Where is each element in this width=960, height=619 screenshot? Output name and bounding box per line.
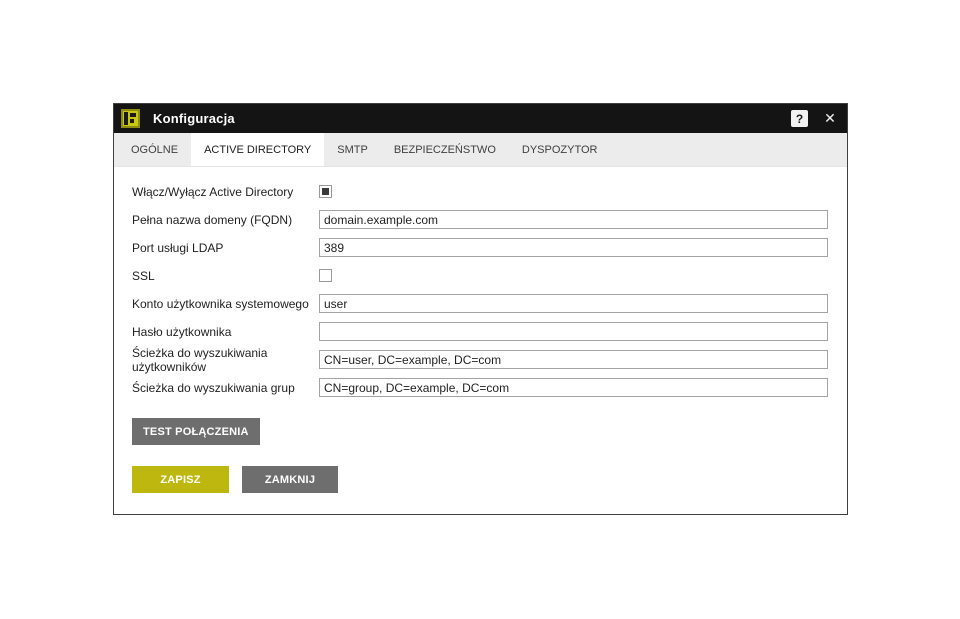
form-row-password xyxy=(132,322,828,341)
ssl-checkbox[interactable] xyxy=(319,269,332,282)
field-label: SSL xyxy=(132,268,155,283)
titlebar xyxy=(114,104,847,133)
field-label: Włącz/Wyłącz Active Directory xyxy=(132,184,294,199)
field-label: Ścieżka do wyszukiwania użytkowników xyxy=(132,345,268,374)
tab-smtp[interactable]: SMTP xyxy=(337,143,368,156)
close-button[interactable]: ZAMKNIJ xyxy=(242,466,338,493)
tab-active-directory[interactable]: ACTIVE DIRECTORY xyxy=(191,133,324,166)
save-button[interactable]: ZAPISZ xyxy=(132,466,229,493)
form-row-group-search-path xyxy=(132,378,828,397)
field-label: Hasło użytkownika xyxy=(132,324,232,339)
group-search-path-input[interactable] xyxy=(319,378,828,397)
form-row-enable-ad xyxy=(132,182,828,201)
help-button[interactable]: ? xyxy=(791,110,808,127)
field-label: Konto użytkownika systemowego xyxy=(132,296,309,311)
form-row-system-account xyxy=(132,294,828,313)
window-title: Konfiguracja xyxy=(153,111,235,126)
enable-ad-checkbox[interactable] xyxy=(319,185,332,198)
form-row-ssl xyxy=(132,266,828,285)
app-icon-shape xyxy=(124,112,128,125)
ldap-port-input[interactable] xyxy=(319,238,828,257)
close-window-icon[interactable]: ✕ xyxy=(824,110,836,126)
bottom-buttons xyxy=(132,466,828,493)
field-label: Pełna nazwa domeny (FQDN) xyxy=(132,212,293,227)
system-account-input[interactable] xyxy=(319,294,828,313)
field-label: Ścieżka do wyszukiwania grup xyxy=(132,380,295,395)
app-icon-shape xyxy=(130,119,134,123)
app-icon xyxy=(121,109,140,128)
form-row-ldap-port xyxy=(132,238,828,257)
tab-ogolne[interactable]: OGÓLNE xyxy=(131,143,179,156)
app-icon-shape xyxy=(130,113,136,117)
password-input[interactable] xyxy=(319,322,828,341)
tabstrip xyxy=(114,133,847,167)
tab-dyspozytor[interactable]: DYSPOZYTOR xyxy=(521,143,598,156)
form-content xyxy=(114,167,847,493)
user-search-path-input[interactable] xyxy=(319,350,828,369)
test-connection-button[interactable]: TEST POŁĄCZENIA xyxy=(132,418,260,445)
form-row-fqdn xyxy=(132,210,828,229)
field-label: Port usługi LDAP xyxy=(132,240,224,255)
tab-bezpieczenstwo[interactable]: BEZPIECZEŃSTWO xyxy=(393,143,496,156)
configuration-dialog xyxy=(113,103,848,515)
fqdn-input[interactable] xyxy=(319,210,828,229)
form-row-user-search-path xyxy=(132,345,828,374)
